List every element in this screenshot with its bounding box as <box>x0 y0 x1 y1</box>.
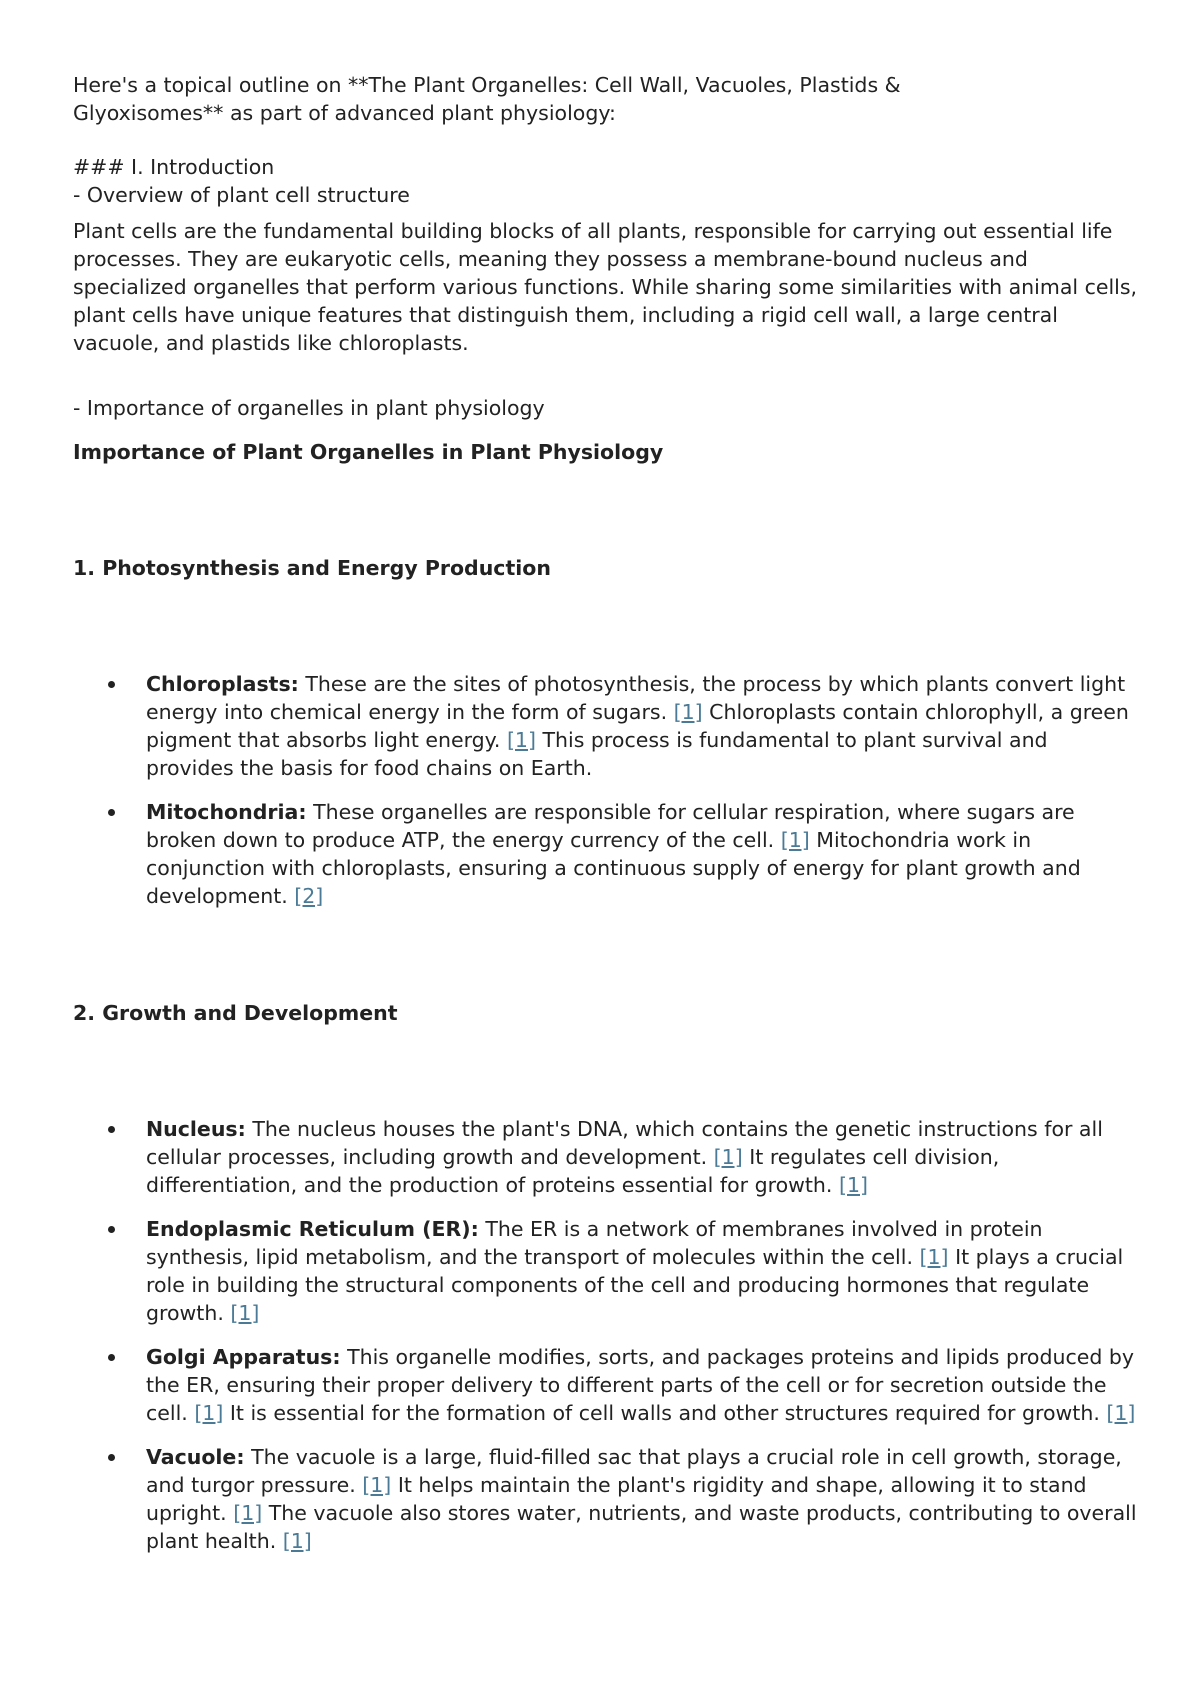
citation-link[interactable]: [1] <box>838 1173 869 1197</box>
item-text: It regulates cell division, differentiation, and the production of proteins essential for growth. <box>146 1145 1000 1197</box>
citation-link[interactable]: [1] <box>362 1473 392 1497</box>
citation-link[interactable]: [1] <box>194 1401 224 1425</box>
bullet-icon <box>108 1354 115 1361</box>
item-text: The ER is a network of membranes involved in protein synthesis, lipid metabolism, and the transport of molecules within the cell. <box>146 1217 1043 1269</box>
section-heading-photosynthesis: 1. Photosynthesis and Energy Production <box>73 556 551 580</box>
section-2-list <box>73 1115 1140 1555</box>
item-text: Mitochondria work in conjunction with chloroplasts, ensuring a continuous supply of energy for plant growth and development. <box>146 828 1081 908</box>
item-term: Golgi Apparatus: <box>146 1345 341 1369</box>
bullet-icon <box>108 1226 115 1233</box>
list-item-endoplasmic-reticulum <box>73 1215 1140 1327</box>
item-text: This process is fundamental to plant survival and provides the basis for food chains on Earth. <box>146 728 1048 780</box>
item-term: Endoplasmic Reticulum (ER): <box>146 1217 479 1241</box>
list-item-mitochondria <box>73 798 1140 910</box>
section-heading-growth: 2. Growth and Development <box>73 1001 398 1025</box>
item-text: The vacuole also stores water, nutrients, and waste products, contributing to overall plant health. <box>146 1501 1137 1553</box>
citation-link[interactable]: [1] <box>780 828 810 852</box>
item-text: It plays a crucial role in building the structural components of the cell and producing hormones that regulate growth. <box>146 1245 1124 1325</box>
item-text: It helps maintain the plant's rigidity and shape, allowing it to stand upright. <box>146 1473 1087 1525</box>
citation-link[interactable]: [1] <box>506 728 536 752</box>
citation-link[interactable]: [1] <box>1106 1401 1136 1425</box>
item-text: These organelles are responsible for cellular respiration, where sugars are broken down to produce ATP, the energy currency of the cell. <box>146 800 1075 852</box>
bullet-icon <box>108 1454 115 1461</box>
main-heading: Importance of Plant Organelles in Plant Physiology <box>73 440 664 464</box>
citation-link[interactable]: [1] <box>919 1245 949 1269</box>
item-term: Chloroplasts: <box>146 672 299 696</box>
citation-link[interactable]: [1] <box>282 1529 312 1553</box>
citation-link[interactable]: [1] <box>673 700 703 724</box>
list-item-golgi-apparatus <box>73 1343 1140 1427</box>
outline-point-importance: - Importance of organelles in plant physiology <box>73 396 545 420</box>
citation-link[interactable]: [2] <box>294 884 324 908</box>
item-text: The nucleus houses the plant's DNA, which contains the genetic instructions for all cellular processes, including growth and development. <box>146 1117 1103 1169</box>
item-term: Nucleus: <box>146 1117 246 1141</box>
item-text: The vacuole is a large, fluid-filled sac that plays a crucial role in cell growth, storage, and turgor pressure. <box>146 1445 1122 1497</box>
list-item-nucleus <box>73 1115 1140 1199</box>
list-item-chloroplasts <box>73 670 1140 782</box>
citation-link[interactable]: [1] <box>233 1501 263 1525</box>
citation-link[interactable]: [1] <box>713 1145 743 1169</box>
item-text: Chloroplasts contain chlorophyll, a green pigment that absorbs light energy. <box>146 700 1129 752</box>
bullet-icon <box>108 1126 115 1133</box>
list-item-vacuole <box>73 1443 1140 1555</box>
outline-point-overview: - Overview of plant cell structure <box>73 183 410 207</box>
item-term: Vacuole: <box>146 1445 245 1469</box>
item-text: These are the sites of photosynthesis, the process by which plants convert light energy into chemical energy in the form of sugars. <box>146 672 1126 724</box>
item-term: Mitochondria: <box>146 800 307 824</box>
bullet-icon <box>108 681 115 688</box>
intro-line-1: Here's a topical outline on **The Plant Organelles: Cell Wall, Vacuoles, Plastids & <box>73 73 901 97</box>
intro-line-2: Glyoxisomes** as part of advanced plant physiology: <box>73 101 616 125</box>
outline-heading: ### I. Introduction <box>73 155 275 179</box>
bullet-icon <box>108 809 115 816</box>
item-text: It is essential for the formation of cell walls and other structures required for growth. <box>223 1401 1107 1425</box>
citation-link[interactable]: [1] <box>230 1301 260 1325</box>
section-1-list <box>73 670 1140 910</box>
item-text: This organelle modifies, sorts, and packages proteins and lipids produced by the ER, ensuring their proper delivery to different parts of the cell or for secretion outside the cell. <box>146 1345 1135 1425</box>
overview-paragraph: Plant cells are the fundamental building blocks of all plants, responsible for carrying out essential life processes. They are eukaryotic cells, meaning they possess a membrane-bound nucleus and specialized organelles that perform various functions. While sharing some similarities with animal cells, plant cells have unique features that distinguish them, including a rigid cell wall, a large central vacuole, and plastids like chloroplasts. <box>73 219 1138 355</box>
